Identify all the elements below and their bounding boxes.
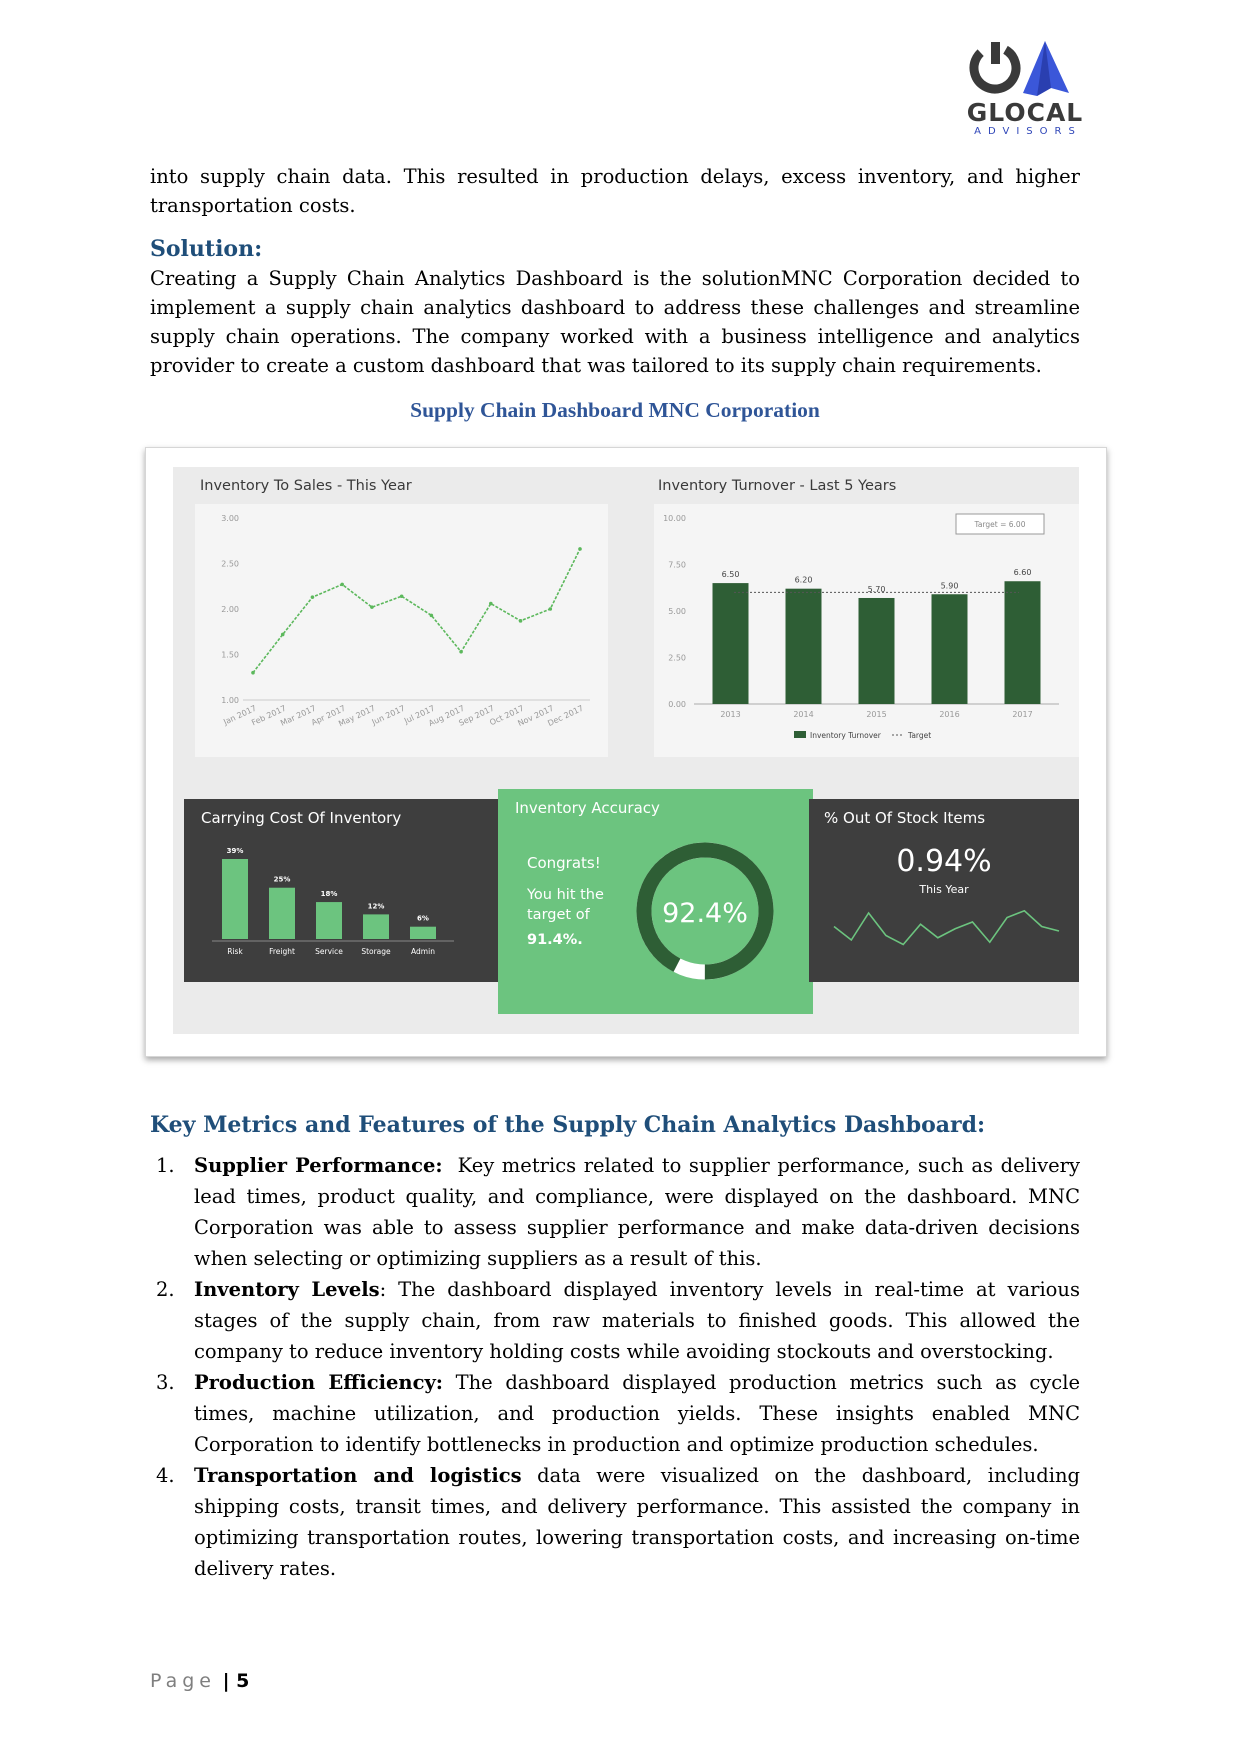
carrying-cost-chart <box>184 799 502 982</box>
y-tick-label: 2.50 <box>668 653 686 663</box>
y-tick-label: 5.00 <box>668 607 686 616</box>
x-tick-label: 2016 <box>939 710 960 719</box>
data-point <box>430 614 434 618</box>
x-tick-label: Freight <box>269 947 295 956</box>
x-tick-label: Jul 2017 <box>402 703 437 726</box>
bar <box>222 859 248 939</box>
logo-name: GLOCAL <box>966 98 1084 127</box>
list-item <box>150 1150 1087 1274</box>
x-tick-label: May 2017 <box>337 703 377 729</box>
bar <box>713 583 749 704</box>
bar <box>932 594 968 704</box>
x-tick-label: Admin <box>411 947 435 956</box>
list-item-text: : The dashboard displayed inventory levels in real-time at various stages of the supply chain, from raw materials to finished goods. This allowed the company to reduce inventory holding costs while avoiding stockouts and overstocking. <box>194 1278 1087 1363</box>
x-tick-label: 2017 <box>1012 710 1033 719</box>
list-item <box>150 1274 1087 1367</box>
out-of-stock-sparkline <box>809 799 1079 982</box>
list-item <box>150 1367 1087 1460</box>
legend-swatch-turnover <box>794 731 806 738</box>
x-tick-label: Service <box>315 947 343 956</box>
inventory-accuracy-panel <box>498 789 813 1014</box>
x-tick-label: 2013 <box>720 710 741 719</box>
intro-paragraph: into supply chain data. This resulted in production delays, excess inventory, and higher transportation costs. <box>150 165 1080 217</box>
y-tick-label: 10.00 <box>663 514 686 523</box>
x-tick-label: Jan 2017 <box>222 703 258 727</box>
line-chart-title: Inventory To Sales - This Year <box>200 478 412 494</box>
key-metrics-heading: Key Metrics and Features of the Supply Chain Analytics Dashboard: <box>150 1112 986 1138</box>
sparkline-line <box>834 911 1059 945</box>
list-item-title: Inventory Levels <box>194 1278 380 1301</box>
solution-paragraph: Creating a Supply Chain Analytics Dashboard is the solutionMNC Corporation decided to implement a supply chain analytics dashboard to address these challenges and streamline supply chain operations. The company worked with a business intelligence and analytics provider to create a custom dashboard that was tailored to its supply chain requirements. <box>150 267 1080 377</box>
x-tick-label: 2015 <box>866 710 887 719</box>
bar <box>859 598 895 704</box>
bar-value-label: 5.90 <box>940 581 959 591</box>
bar-value-label: 12% <box>367 902 385 911</box>
data-point <box>459 650 463 654</box>
x-tick-label: Mar 2017 <box>279 703 318 728</box>
data-point <box>281 633 285 637</box>
bar <box>269 888 295 939</box>
logo-subtitle: ADVISORS <box>974 126 1082 137</box>
x-tick-label: Aug 2017 <box>427 703 466 729</box>
accuracy-value: 92.4% <box>662 898 748 929</box>
bar-chart-box <box>654 504 1079 757</box>
out-of-stock-title: % Out Of Stock Items <box>824 809 986 827</box>
list-item-title: Supplier Performance: <box>194 1154 443 1177</box>
inventory-accuracy-title: Inventory Accuracy <box>515 799 660 817</box>
x-tick-label: Sep 2017 <box>457 703 496 728</box>
list-item-number: 4. <box>156 1464 175 1487</box>
target-message-line-3: 91.4%. <box>527 932 583 948</box>
bar-chart-title: Inventory Turnover - Last 5 Years <box>658 478 897 494</box>
data-point <box>311 595 315 599</box>
line-chart-box <box>195 504 608 757</box>
list-item-number: 3. <box>156 1371 175 1394</box>
congrats-text: Congrats! <box>527 854 601 872</box>
x-tick-label: 2014 <box>793 710 814 719</box>
dashboard-background <box>173 467 1079 1034</box>
series-line <box>253 549 580 673</box>
x-tick-label: Storage <box>361 947 391 956</box>
figure-caption: Supply Chain Dashboard MNC Corporation <box>410 398 820 422</box>
target-label: Target = 6.00 <box>974 520 1026 529</box>
data-point <box>578 547 582 551</box>
list-item-text: The dashboard displayed production metrics such as cycle times, machine utilization, and production yields. These insights enabled MNC Corporation to identify bottlenecks in production and optimize production schedules. <box>194 1371 1087 1456</box>
target-message-line-1: You hit the <box>527 887 604 903</box>
data-point <box>340 583 344 587</box>
page-separator: | <box>216 1670 237 1692</box>
y-tick-label: 1.50 <box>221 650 239 660</box>
target-message-line-2: target of <box>527 907 590 923</box>
list-item-text: data were visualized on the dashboard, including shipping costs, transit times, and delivery performance. This assisted the company in optimizing transportation routes, lowering transportation costs, and increasing on-time delivery rates. <box>194 1464 1087 1580</box>
out-of-stock-value: 0.94% <box>896 844 992 879</box>
key-metrics-list <box>150 1150 1087 1584</box>
bar <box>363 914 389 939</box>
carrying-cost-title: Carrying Cost Of Inventory <box>201 809 402 827</box>
list-item-title: Production Efficiency: <box>194 1371 443 1394</box>
x-tick-label: Feb 2017 <box>250 703 288 728</box>
bar <box>316 902 342 939</box>
x-tick-label: Jun 2017 <box>370 703 407 727</box>
y-tick-label: 7.50 <box>668 560 686 570</box>
out-of-stock-period: This Year <box>919 883 969 896</box>
list-item <box>150 1460 1087 1584</box>
list-item-number: 1. <box>156 1154 175 1177</box>
bar <box>1005 581 1041 704</box>
page-number: 5 <box>236 1670 250 1692</box>
data-point <box>548 607 552 611</box>
accuracy-donut-chart <box>630 836 780 986</box>
bar-value-label: 6.50 <box>721 570 740 580</box>
y-tick-label: 2.50 <box>221 559 239 569</box>
logo-wordmark <box>965 100 1085 138</box>
x-tick-label: Risk <box>227 947 243 956</box>
bar <box>786 589 822 704</box>
bar-value-label: 5.70 <box>867 584 886 594</box>
bar-value-label: 39% <box>226 847 244 855</box>
bar-value-label: 6.20 <box>794 575 813 585</box>
inventory-to-sales-chart <box>195 504 608 757</box>
x-tick-label: Apr 2017 <box>309 703 348 728</box>
x-tick-label: Nov 2017 <box>516 703 556 729</box>
data-point <box>400 594 404 598</box>
bar <box>410 927 436 939</box>
carrying-cost-panel <box>184 799 502 982</box>
y-tick-label: 1.00 <box>221 696 239 705</box>
data-point <box>489 602 493 606</box>
bar-value-label: 6.60 <box>1013 568 1032 578</box>
list-item-text: Key metrics related to supplier performance, such as delivery lead times, product quality, and compliance, were displayed on the dashboard. MNC Corporation was able to assess supplier performance and make data-driven decisions when selecting or optimizing suppliers as a result of this. <box>194 1154 1087 1270</box>
x-tick-label: Dec 2017 <box>546 703 585 729</box>
x-tick-label: Oct 2017 <box>488 703 526 728</box>
bar-value-label: 18% <box>320 890 338 899</box>
y-tick-label: 2.00 <box>221 605 239 614</box>
data-point <box>370 605 374 609</box>
page-footer <box>150 1670 249 1692</box>
data-point <box>519 619 523 623</box>
legend-label-turnover: Inventory Turnover <box>810 731 881 740</box>
bar-value-label: 25% <box>273 875 291 884</box>
y-tick-label: 3.00 <box>221 514 239 523</box>
dashboard-figure <box>145 447 1107 1057</box>
list-item-number: 2. <box>156 1278 175 1301</box>
page-label: Page <box>150 1670 216 1692</box>
y-tick-label: 0.00 <box>668 700 686 709</box>
solution-heading: Solution: <box>150 236 263 262</box>
legend-label-target: Target <box>908 731 932 740</box>
data-point <box>251 671 255 675</box>
inventory-turnover-chart <box>654 504 1079 757</box>
list-item-title: Transportation and logistics <box>194 1464 522 1487</box>
out-of-stock-panel <box>809 799 1079 982</box>
bar-value-label: 6% <box>417 914 429 923</box>
target-message <box>527 885 604 950</box>
